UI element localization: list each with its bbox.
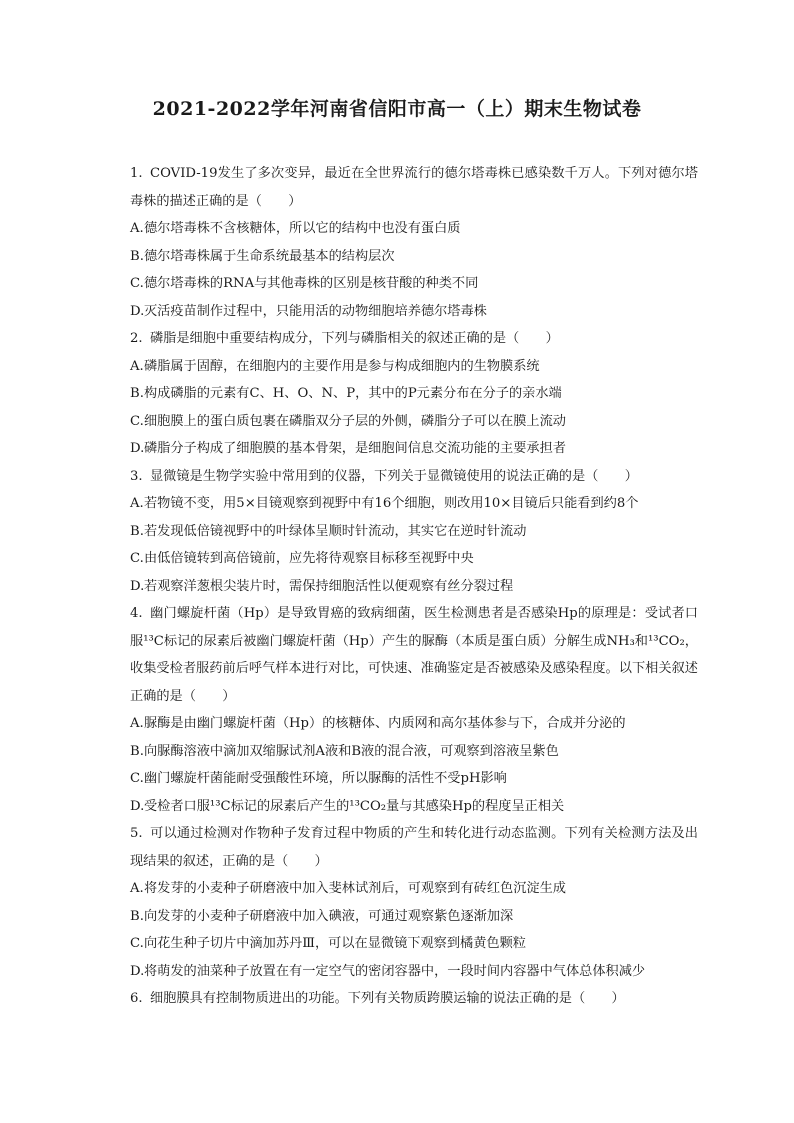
- question-text: 磷脂是细胞中重要结构成分，下列与磷脂相关的叙述正确的是（ ）: [150, 331, 559, 346]
- option-text: 若物镜不变，用5×目镜观察到视野中有16个细胞，则改用10×目镜后只能看到约8个: [144, 496, 639, 511]
- option-letter: A.: [130, 881, 144, 896]
- question-stem: [130, 985, 698, 1013]
- option-a: [130, 215, 698, 243]
- option-text: 由低倍镜转到高倍镜前，应先将待观察目标移至视野中央: [144, 551, 474, 566]
- question-list: [130, 160, 698, 1013]
- option-b: [130, 903, 698, 931]
- option-c: [130, 930, 698, 958]
- option-d: [130, 793, 698, 821]
- option-text: 德尔塔毒株的RNA与其他毒株的区别是核苷酸的种类不同: [144, 276, 479, 291]
- option-b: [130, 380, 698, 408]
- option-d: [130, 958, 698, 986]
- option-letter: D.: [130, 441, 145, 456]
- question-text: 可以通过检测对作物种子发育过程中物质的产生和转化进行动态监测。下列有关检测方法及出现结果的叙述，正确的是（ ）: [130, 826, 698, 869]
- option-c: [130, 545, 698, 573]
- question-number: 4.: [130, 606, 143, 621]
- option-text: 构成磷脂的元素有C、H、O、N、P，其中的P元素分布在分子的亲水端: [144, 386, 562, 401]
- question-3: [130, 463, 698, 601]
- option-a: [130, 710, 698, 738]
- option-letter: C.: [130, 551, 144, 566]
- option-text: 受检者口服¹³C标记的尿素后产生的¹³CO₂量与其感染Hp的程度呈正相关: [144, 798, 565, 814]
- question-text: COVID-19发生了多次变异，最近在全世界流行的德尔塔毒株已感染数千万人。下列对德尔塔毒株的描述正确的是（ ）: [130, 166, 698, 209]
- option-text: 向花生种子切片中滴加苏丹Ⅲ，可以在显微镜下观察到橘黄色颗粒: [144, 936, 526, 951]
- question-2: [130, 325, 698, 463]
- question-text: 细胞膜具有控制物质进出的功能。下列有关物质跨膜运输的说法正确的是（ ）: [150, 991, 625, 1006]
- question-1: [130, 160, 698, 325]
- option-letter: A.: [130, 221, 144, 236]
- option-text: 德尔塔毒株属于生命系统最基本的结构层次: [144, 248, 395, 264]
- question-number: 2.: [130, 331, 143, 346]
- option-text: 灭活疫苗制作过程中，只能用活的动物细胞培养德尔塔毒株: [144, 303, 487, 319]
- option-letter: D.: [130, 578, 145, 594]
- option-text: 磷脂分子构成了细胞膜的基本骨架，是细胞间信息交流功能的主要承担者: [144, 441, 566, 456]
- question-number: 6.: [130, 991, 143, 1006]
- question-5: [130, 820, 698, 985]
- question-text: 显微镜是生物学实验中常用到的仪器，下列关于显微镜使用的说法正确的是（ ）: [150, 468, 638, 484]
- question-stem: [130, 600, 698, 710]
- option-letter: C.: [130, 936, 144, 951]
- question-6: [130, 985, 698, 1013]
- question-stem: [130, 463, 698, 491]
- option-letter: B.: [130, 908, 144, 924]
- option-letter: D.: [130, 963, 145, 979]
- option-letter: D.: [130, 798, 145, 814]
- option-b: [130, 243, 698, 271]
- option-text: 磷脂属于固醇，在细胞内的主要作用是参与构成细胞内的生物膜系统: [144, 358, 540, 374]
- option-c: [130, 270, 698, 298]
- option-a: [130, 353, 698, 381]
- question-text: 幽门螺旋杆菌（Hp）是导致胃癌的致病细菌，医生检测患者是否感染Hp的原理是：受试者口服¹³C标记的尿素后被幽门螺旋杆菌（Hp）产生的脲酶（本质是蛋白质）分解生成NH₃和¹³CO₂，收集受检者服药前后呼气样本进行对比，可快速、准确鉴定是否被感染及感染程度。以下相关叙述正确的是（ ）: [130, 606, 698, 704]
- question-stem: [130, 325, 698, 353]
- option-letter: B.: [130, 386, 144, 401]
- option-d: [130, 573, 698, 601]
- option-letter: A.: [130, 496, 144, 511]
- option-text: 向脲酶溶液中滴加双缩脲试剂A液和B液的混合液，可观察到溶液呈紫色: [144, 743, 559, 759]
- question-number: 3.: [130, 468, 143, 484]
- option-text: 将萌发的油菜种子放置在有一定空气的密闭容器中，一段时间内容器中气体总体积减少: [144, 963, 646, 979]
- option-text: 向发芽的小麦种子研磨液中加入碘液，可通过观察紫色逐渐加深: [144, 908, 514, 924]
- option-a: [130, 490, 698, 518]
- option-c: [130, 765, 698, 793]
- option-letter: D.: [130, 303, 145, 319]
- option-text: 幽门螺旋杆菌能耐受强酸性环境，所以脲酶的活性不受pH影响: [144, 771, 507, 786]
- question-number: 5.: [130, 826, 143, 841]
- question-number: 1.: [130, 166, 143, 181]
- option-letter: C.: [130, 771, 144, 786]
- question-4: [130, 600, 698, 820]
- option-text: 将发芽的小麦种子研磨液中加入斐林试剂后，可观察到有砖红色沉淀生成: [144, 881, 566, 896]
- option-text: 若观察洋葱根尖装片时，需保持细胞活性以便观察有丝分裂过程: [144, 578, 514, 594]
- option-text: 脲酶是由幽门螺旋杆菌（Hp）的核糖体、内质网和高尔基体参与下，合成并分泌的: [144, 716, 626, 731]
- option-letter: B.: [130, 743, 144, 759]
- option-d: [130, 298, 698, 326]
- question-stem: [130, 820, 698, 875]
- option-c: [130, 408, 698, 436]
- option-letter: C.: [130, 276, 144, 291]
- option-letter: C.: [130, 413, 144, 429]
- option-letter: B.: [130, 248, 144, 264]
- option-b: [130, 518, 698, 546]
- option-text: 若发现低倍镜视野中的叶绿体呈顺时针流动，其实它在逆时针流动: [144, 523, 527, 539]
- page-title: 2021-2022学年河南省信阳市高一（上）期末生物试卷: [152, 98, 642, 120]
- option-text: 细胞膜上的蛋白质包裹在磷脂双分子层的外侧，磷脂分子可以在膜上流动: [144, 413, 566, 429]
- option-letter: A.: [130, 358, 144, 374]
- option-letter: A.: [130, 716, 144, 731]
- option-d: [130, 435, 698, 463]
- option-b: [130, 738, 698, 766]
- option-a: [130, 875, 698, 903]
- option-letter: B.: [130, 523, 144, 539]
- option-text: 德尔塔毒株不含核糖体，所以它的结构中也没有蛋白质: [144, 221, 461, 236]
- question-stem: [130, 160, 698, 215]
